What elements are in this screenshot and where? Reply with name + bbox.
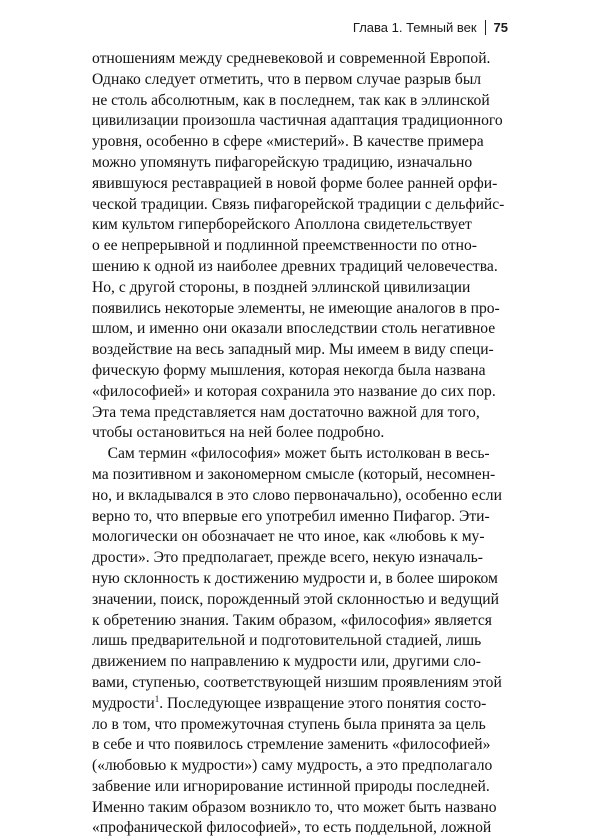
text-line: ную склонность к достижению мудрости и, в более широком — [92, 569, 498, 587]
text-line: чтобы остановиться на ней более подробно. — [92, 424, 385, 442]
text-line: ма позитивном и закономерном смысле (который, несомнен- — [92, 465, 496, 483]
text-line-end: . Последующее извращение этого понятия состо- — [159, 694, 487, 712]
text-line: Эта тема представляется нам достаточно важной для того, — [92, 403, 480, 421]
text-line: забвение или игнорирование истинной природы последней. — [92, 777, 490, 795]
text-line: явившуюся реставрацией в новой форме более ранней орфи- — [92, 174, 498, 192]
paragraph-start-line: Сам термин «философия» может быть истолкован в весь- — [92, 445, 490, 463]
text-line: ческой традиции. Связь пифагорейской традиции с дельфийс- — [92, 195, 505, 213]
text-line: о ее непрерывной и подлинной преемственности по отно- — [92, 237, 477, 255]
text-line: ло в том, что промежуточная ступень была принята за цель — [92, 715, 486, 733]
text-line: («любовью к мудрости») саму мудрость, а это предполагало — [92, 757, 493, 775]
page-number: 75 — [493, 19, 508, 35]
body-text — [92, 49, 520, 839]
text-line: шлом, и именно они оказали впоследствии столь негативное — [92, 320, 496, 338]
text-line: Именно таким образом возникло то, что может быть названо — [92, 798, 497, 816]
text-line: Однако следует отметить, что в первом случае разрыв был — [92, 70, 482, 88]
text-line: шению к одной из наиболее древних традиций человечества. — [92, 257, 498, 275]
text-line: фическую форму мышления, которая некогда была названа — [92, 361, 486, 379]
text-line: вами, ступенью, соответствующей низшим проявлениям этой — [92, 673, 502, 691]
text-line: Но, с другой стороны, в поздней эллинской цивилизации — [92, 278, 471, 296]
text-line: но, и вкладывался в это слово первоначально), особенно если — [92, 486, 502, 504]
header-divider — [485, 20, 486, 35]
chapter-title: Глава 1. Темный век — [352, 19, 477, 35]
text-line: можно упомянуть пифагорейскую традицию, изначально — [92, 153, 473, 171]
text-line: верно то, что впервые его употребил именно Пифагор. Эти- — [92, 507, 490, 525]
text-line: значении, поиск, порожденный этой склонностью и ведущий — [92, 590, 499, 608]
text-line: отношениям между средневековой и современной Европой. — [92, 50, 491, 67]
text-line: не столь абсолютным, как в последнем, так как в эллинской — [92, 91, 490, 109]
text-line: цивилизации произошла частичная адаптация традиционного — [92, 112, 503, 130]
text-line: ким культом гиперборейского Аполлона свидетельствует — [92, 216, 472, 234]
running-header — [353, 18, 508, 36]
text-line: «философией» и которая сохранила это название до сих пор. — [92, 382, 496, 400]
text-line: уровня, особенно в сфере «мистерий». В качестве примера — [92, 133, 484, 151]
text-line-with-footnote — [92, 694, 520, 715]
footnote-reference[interactable]: 1 — [154, 693, 160, 704]
text-line: появились некоторые элементы, не имеющие аналогов в про- — [92, 299, 500, 317]
text-line-start: мудрости — [92, 694, 155, 712]
text-line: лишь предварительной и подготовительной стадией, лишь — [92, 632, 482, 650]
text-line: воздействие на весь западный мир. Мы имеем в виду специ- — [92, 341, 494, 359]
text-line: «профанической философией», то есть поддельной, ложной — [92, 819, 492, 837]
text-line: в себе и что появилось стремление заменить «философией» — [92, 736, 491, 754]
text-line: мологически он обозначает не что иное, как «любовь к му- — [92, 528, 485, 546]
text-line: к обретению знания. Таким образом, «философия» является — [92, 611, 492, 629]
text-line: дрости». Это предполагает, прежде всего, некую изначаль- — [92, 549, 483, 567]
text-line: движением по направлению к мудрости или, другими сло- — [92, 653, 481, 671]
